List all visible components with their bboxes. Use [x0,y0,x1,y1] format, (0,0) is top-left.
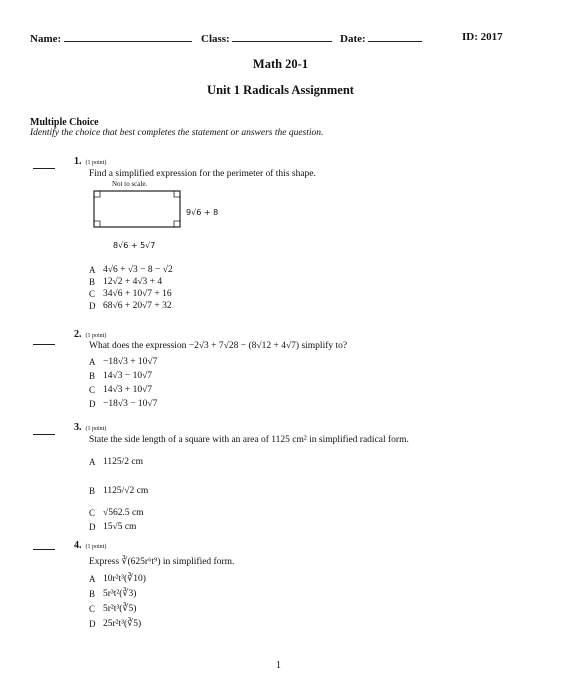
option-3a[interactable]: A 1125/2 cm [89,457,144,467]
option-2a[interactable]: A −18√3 + 10√7 [89,357,158,367]
option-4b[interactable]: B 5r³t²(∛3) [89,588,137,599]
question-2-text: What does the expression −2√3 + 7√28 − (8√12 + 4√7) simplify to? [89,341,348,351]
page-title: Math 20-1 [252,57,309,71]
answer-blank-2[interactable] [33,344,55,345]
option-4c[interactable]: C 5r²t³(∛5) [89,603,137,614]
class-field [201,31,332,45]
option-2c[interactable]: C 14√3 + 10√7 [89,385,153,395]
answer-blank-4[interactable] [33,549,55,550]
question-2-points: (1 point) [85,333,107,339]
question-4-number: 4. (1 point) [74,540,107,551]
question-3-points: (1 point) [85,426,107,432]
question-4-points: (1 point) [85,544,107,550]
name-label: Name: [30,33,62,45]
question-2-number: 2. (1 point) [74,329,107,340]
question-1-points: (1 point) [85,160,107,166]
question-4-text: Express ∛(625r⁶t⁹) in simplified form. [89,557,235,567]
question-1-options [89,264,173,312]
name-field [30,31,192,45]
option-2d[interactable]: D −18√3 − 10√7 [89,399,158,409]
question-3-number: 3. (1 point) [74,422,107,433]
question-1-number: 1. (1 point) [74,156,107,167]
figure-side-label: 9√6 + 8 [186,208,219,217]
option-4d[interactable]: D 25r²t³(∛5) [89,618,142,629]
question-3-text: State the side length of a square with an area of 1125 cm² in simplified radical form. [89,435,409,445]
question-1-text: Find a simplified expression for the perimeter of this shape. [89,169,316,179]
answer-blank-3[interactable] [33,434,55,435]
question-3-options [89,448,148,534]
date-field [340,31,422,45]
figure-note: Not to scale. [112,180,148,188]
option-1b[interactable]: B 12√2 + 4√3 + 4 [89,277,163,287]
option-1a[interactable]: A 4√6 + √3 − 8 − √2 [89,265,173,275]
option-3c[interactable]: C √562.5 cm [89,508,144,518]
date-label: Date: [340,33,366,45]
option-3b[interactable]: B 1125/√2 cm [89,486,149,496]
name-line [64,31,192,42]
figure-bottom-label: 8√6 + 5√7 [113,241,156,250]
answer-blank-1[interactable] [33,168,55,169]
section-title: Multiple Choice [30,117,99,128]
class-label: Class: [201,33,230,45]
option-2b[interactable]: B 14√3 − 10√7 [89,371,153,381]
rectangle-figure [89,186,185,232]
page-subtitle: Unit 1 Radicals Assignment [207,83,354,97]
document-id: ID: 2017 [462,31,503,43]
page-number: 1 [276,660,281,671]
section-instructions: Identify the choice that best completes the statement or answers the question. [30,128,324,138]
question-4-options [89,571,146,631]
class-line [232,31,332,42]
option-3d[interactable]: D 15√5 cm [89,522,137,532]
question-2-options [89,355,157,411]
option-4a[interactable]: A 10r²t³(∛10) [89,573,146,584]
option-1c[interactable]: C 34√6 + 10√7 + 16 [89,289,172,299]
date-line [368,31,422,42]
option-1d[interactable]: D 68√6 + 20√7 + 32 [89,301,172,311]
